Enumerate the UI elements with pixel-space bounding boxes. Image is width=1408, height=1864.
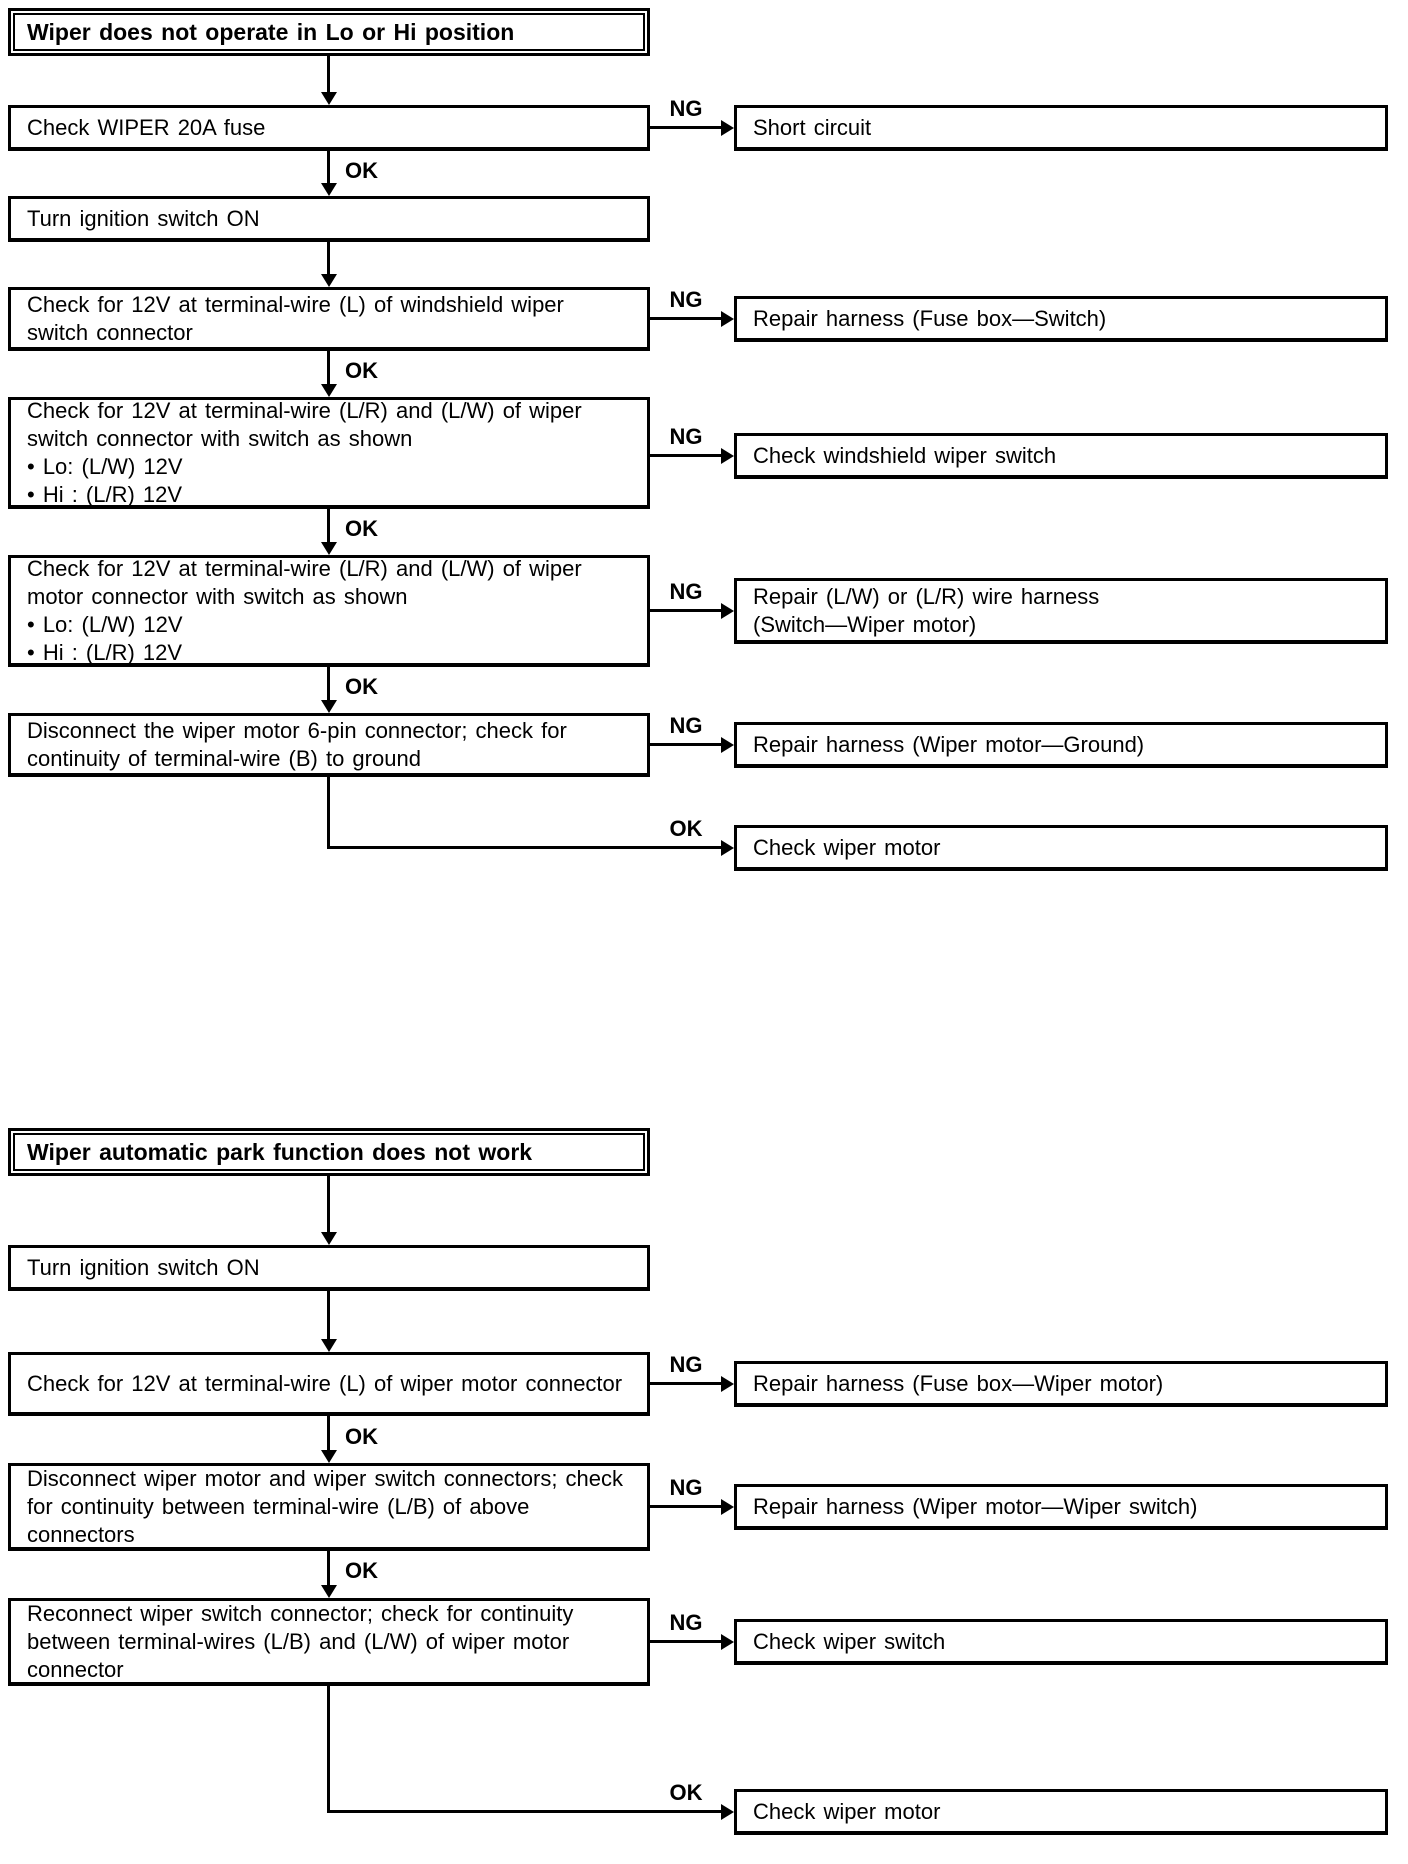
connector-line	[650, 1382, 722, 1385]
ok-label: OK	[345, 674, 378, 699]
result-repair-fusebox-switch: Repair harness (Fuse box—Switch)	[734, 296, 1388, 342]
arrow-down-icon	[321, 274, 337, 287]
ok-label: OK	[345, 1558, 378, 1583]
connector-line	[327, 351, 330, 384]
connector-line	[327, 151, 330, 184]
step-12v-wiper-motor-connector: Check for 12V at terminal-wire (L) of wiper motor connector	[8, 1352, 650, 1416]
arrow-right-icon	[721, 1499, 734, 1515]
ok-label: OK	[345, 158, 378, 183]
arrow-down-icon	[321, 700, 337, 713]
bullet-hi: • Hi : (L/R) 12V	[27, 481, 183, 507]
arrow-down-icon	[321, 1585, 337, 1598]
result-check-wiper-switch: Check wiper switch	[734, 1619, 1388, 1665]
connector-line	[650, 1640, 722, 1643]
arrow-right-icon	[721, 311, 734, 327]
result-repair-wire-harness: Repair (L/W) or (L/R) wire harness (Switch—Wiper motor)	[734, 578, 1388, 644]
step-12v-windshield-switch: Check for 12V at terminal-wire (L) of windshield wiper switch connector	[8, 287, 650, 351]
arrow-right-icon	[721, 1634, 734, 1650]
connector-line	[327, 1416, 330, 1450]
result-repair-fusebox-motor: Repair harness (Fuse box—Wiper motor)	[734, 1361, 1388, 1407]
step-continuity-lb: Disconnect wiper motor and wiper switch connectors; check for continuity between terminal-wire (L/B) of above connectors	[8, 1463, 650, 1551]
connector-line	[650, 1505, 722, 1508]
flowchart1-title-box	[8, 8, 650, 56]
ok-label: OK	[345, 1424, 378, 1449]
bullet-lo: • Lo: (L/W) 12V	[27, 453, 183, 479]
result-check-wiper-motor: Check wiper motor	[734, 825, 1388, 871]
step-12v-wiper-motor: Check for 12V at terminal-wire (L/R) and (L/W) of wiper motor connector with switch as shown • Lo: (L/W) 12V • Hi : (L/R) 12V	[8, 555, 650, 667]
arrow-down-icon	[321, 92, 337, 105]
step-check-wiper-fuse: Check WIPER 20A fuse	[8, 105, 650, 151]
connector-line	[650, 743, 722, 746]
connector-line	[327, 777, 330, 849]
arrow-down-icon	[321, 542, 337, 555]
arrow-right-icon	[721, 737, 734, 753]
arrow-down-icon	[321, 183, 337, 196]
ok-label: OK	[669, 1780, 703, 1805]
bullet-lo: • Lo: (L/W) 12V	[27, 611, 183, 637]
ok-label: OK	[669, 816, 703, 841]
arrow-right-icon	[721, 120, 734, 136]
connector-line	[327, 1810, 721, 1813]
flowchart2-title-box	[8, 1128, 650, 1176]
arrow-down-icon	[321, 1232, 337, 1245]
connector-line	[650, 317, 722, 320]
result-repair-ground: Repair harness (Wiper motor—Ground)	[734, 722, 1388, 768]
arrow-right-icon	[721, 448, 734, 464]
ng-label: NG	[669, 96, 703, 121]
result-check-windshield-switch: Check windshield wiper switch	[734, 433, 1388, 479]
result-short-circuit: Short circuit	[734, 105, 1388, 151]
arrow-down-icon	[321, 1450, 337, 1463]
connector-line	[327, 56, 330, 93]
arrow-down-icon	[321, 384, 337, 397]
connector-line	[327, 846, 721, 849]
arrow-right-icon	[721, 603, 734, 619]
connector-line	[327, 1176, 330, 1232]
step-12v-wiper-switch: Check for 12V at terminal-wire (L/R) and (L/W) of wiper switch connector with switch as shown • Lo: (L/W) 12V • Hi : (L/R) 12V	[8, 397, 650, 509]
step-continuity-ground: Disconnect the wiper motor 6-pin connector; check for continuity of terminal-wire (B) to ground	[8, 713, 650, 777]
arrow-right-icon	[721, 1804, 734, 1820]
flowchart2-title: Wiper automatic park function does not work	[13, 1133, 645, 1171]
ng-label: NG	[669, 287, 703, 312]
connector-line	[327, 242, 330, 274]
connector-line	[327, 509, 330, 542]
result-repair-motor-switch: Repair harness (Wiper motor—Wiper switch)	[734, 1484, 1388, 1530]
step-ignition-on: Turn ignition switch ON	[8, 196, 650, 242]
ng-label: NG	[669, 1352, 703, 1377]
connector-line	[327, 1551, 330, 1585]
connector-line	[327, 1686, 330, 1813]
connector-line	[650, 126, 722, 129]
ok-label: OK	[345, 516, 378, 541]
arrow-right-icon	[721, 840, 734, 856]
ng-label: NG	[669, 1610, 703, 1635]
connector-line	[327, 1291, 330, 1339]
connector-line	[327, 667, 330, 700]
result-check-wiper-motor-2: Check wiper motor	[734, 1789, 1388, 1835]
ok-label: OK	[345, 358, 378, 383]
step-reconnect-switch: Reconnect wiper switch connector; check for continuity between terminal-wires (L/B) and (L/W) of wiper motor connector	[8, 1598, 650, 1686]
step-ignition-on-2: Turn ignition switch ON	[8, 1245, 650, 1291]
ng-label: NG	[669, 424, 703, 449]
bullet-hi: • Hi : (L/R) 12V	[27, 639, 183, 665]
arrow-down-icon	[321, 1339, 337, 1352]
ng-label: NG	[669, 1475, 703, 1500]
arrow-right-icon	[721, 1376, 734, 1392]
ng-label: NG	[669, 713, 703, 738]
connector-line	[650, 454, 722, 457]
connector-line	[650, 609, 722, 612]
ng-label: NG	[669, 579, 703, 604]
flowchart1-title: Wiper does not operate in Lo or Hi position	[13, 13, 645, 51]
